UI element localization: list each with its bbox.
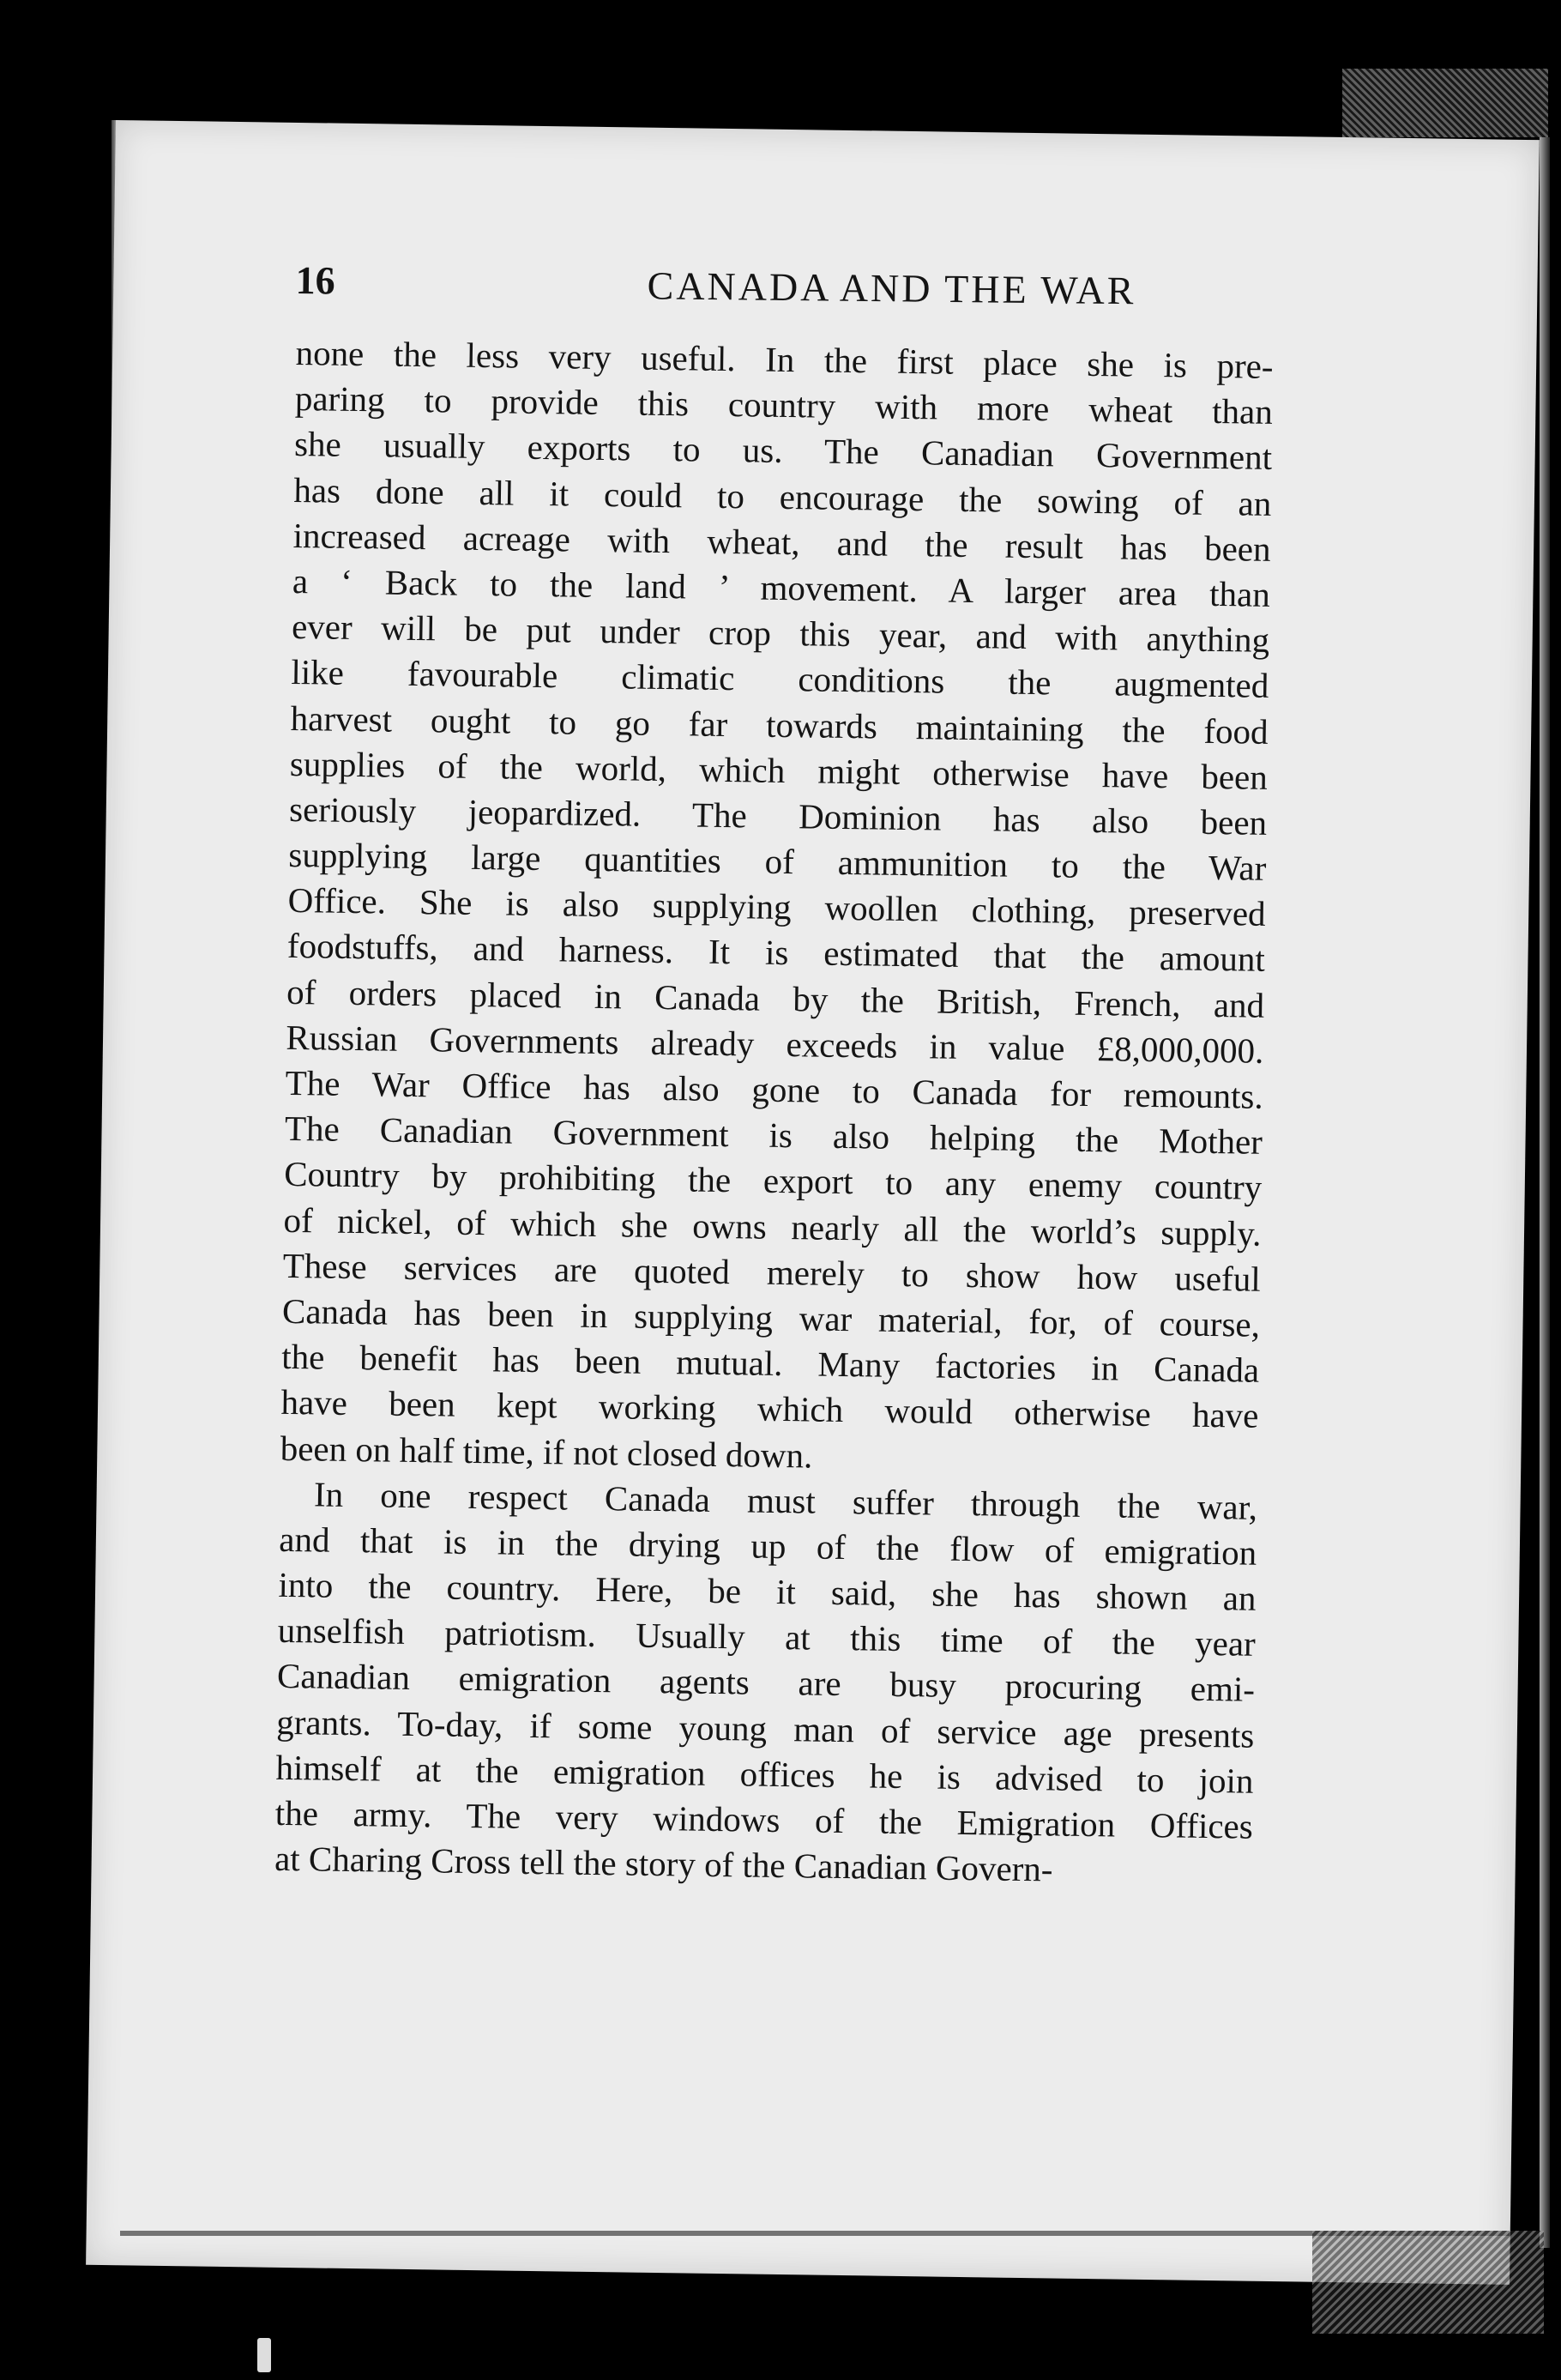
text-line: foodstuffs, and harness. It is estimated that the amount bbox=[286, 926, 1266, 980]
bottom-page-edge bbox=[120, 2231, 1510, 2236]
text-line: she usually exports to us. The Canadian Government bbox=[293, 424, 1273, 478]
text-line: like favourable climatic conditions the augmented bbox=[291, 652, 1269, 706]
text-line: The War Office has also gone to Canada for remounts. bbox=[285, 1062, 1263, 1116]
text-line: supplies of the world, which might otherwise have been bbox=[289, 743, 1269, 797]
text-line: harvest ought to go far towards maintaining the food bbox=[290, 698, 1269, 752]
page-header bbox=[295, 257, 1188, 318]
text-line: the benefit has been mutual. Many factories in Canada bbox=[280, 1337, 1260, 1390]
text-line: In one respect Canada must suffer through the war, bbox=[313, 1474, 1258, 1527]
text-line: ever will be put under crop this year, and with anything bbox=[291, 607, 1270, 661]
text-line: Canada has been in supplying war material, for, of course, bbox=[281, 1290, 1261, 1344]
text-line: at Charing Cross tell the story of the Canadian Govern- bbox=[274, 1839, 1053, 1889]
text-line: himself at the emigration offices he is advised to join bbox=[275, 1747, 1254, 1801]
text-line: increased acreage with wheat, and the result has been bbox=[292, 515, 1271, 569]
text-line: Russian Governments already exceeds in value £8,000,000. bbox=[286, 1017, 1264, 1071]
text-line: grants. To-day, if some young man of service age presents bbox=[276, 1701, 1255, 1755]
text-line: a ‘ Back to the land ’ movement. A larger area than bbox=[292, 560, 1271, 614]
page-right-edge bbox=[1540, 137, 1550, 2248]
text-line: The Canadian Government is also helping the Mother bbox=[284, 1108, 1263, 1163]
text-line: been on half time, if not closed down. bbox=[280, 1428, 813, 1476]
text-line: of orders placed in Canada by the British, French, and bbox=[286, 971, 1265, 1025]
scan-artifact-mark bbox=[257, 2338, 271, 2372]
text-line: seriously jeopardized. The Dominion has also been bbox=[288, 788, 1268, 843]
text-line: These services are quoted merely to show how useful bbox=[282, 1245, 1261, 1299]
text-line: into the country. Here, be it said, she has shown an bbox=[278, 1564, 1257, 1618]
text-line: unselfish patriotism. Usually at this time of the year bbox=[277, 1610, 1257, 1664]
text-line: Office. She is also supplying woollen clothing, preserved bbox=[287, 880, 1266, 934]
text-line: Canadian emigration agents are busy procuring emi- bbox=[276, 1656, 1256, 1710]
text-line: and that is in the drying up of the flow of emigration bbox=[279, 1519, 1257, 1573]
text-line: Country by prohibiting the export to any enemy country bbox=[283, 1154, 1263, 1208]
scan-noise-top-right bbox=[1342, 69, 1548, 137]
text-line: of nickel, of which she owns nearly all the world’s supply. bbox=[283, 1199, 1262, 1253]
scan-noise-bottom-right bbox=[1312, 2231, 1544, 2334]
text-line: have been kept working which would otherwise have bbox=[280, 1382, 1259, 1436]
page-number: 16 bbox=[295, 257, 335, 303]
text-line: none the less very useful. In the first place she is pre- bbox=[295, 332, 1274, 386]
text-line: the army. The very windows of the Emigration Offices bbox=[274, 1792, 1254, 1846]
body-text bbox=[274, 330, 1385, 1889]
text-line: has done all it could to encourage the sowing of an bbox=[293, 469, 1272, 523]
running-head: CANADA AND THE WAR bbox=[647, 263, 1136, 313]
text-line: paring to provide this country with more wheat than bbox=[294, 378, 1274, 432]
text-line: supplying large quantities of ammunition to the War bbox=[288, 835, 1267, 888]
